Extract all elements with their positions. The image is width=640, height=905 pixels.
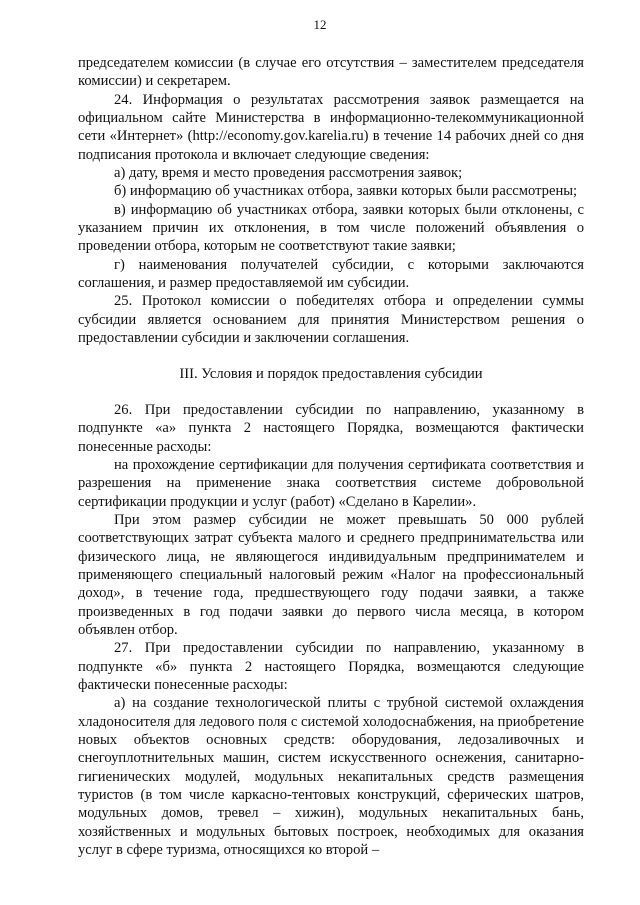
document-body — [78, 54, 584, 859]
list-item-a: а) дату, время и место проведения рассмотрения заявок; — [114, 165, 463, 182]
list-item-g: г) наименования получателей субсидии, с которыми заключаются соглашения, и размер предоставляемой им субсидии. — [78, 256, 584, 292]
paragraph-certification: на прохождение сертификации для получения сертификата соответствия и разрешения на применение знака соответствия системе добровольной сертификации продукции и услуг (работ) «Сделано в Карелии». — [78, 456, 584, 510]
list-item-b: б) информацию об участниках отбора, заявки которых были рассмотрены; — [114, 183, 578, 200]
paragraph-27: 27. При предоставлении субсидии по направлению, указанному в подпункте «б» пункта 2 настоящего Порядка, возмещаются следующие фактически понесенные расходы: — [78, 640, 584, 693]
paragraph-limit: При этом размер субсидии не может превышать 50 000 рублей соответствующих затрат субъекта малого и среднего предпринимательства или физического лица, не являющегося индивидуальным предпринимателем и применяющего специальный налоговый режим «Налог на профессиональный доход», в течение года, предшествующего году подачи заявки, а также произведенных в год подачи заявки до первого числа месяца, в котором объявлен отбор. — [78, 511, 584, 638]
paragraph-25: 25. Протокол комиссии о победителях отбора и определении суммы субсидии является основанием для принятия Министерством решения о предоставлении субсидии и заключении соглашения. — [78, 293, 584, 347]
page-number: 12 — [313, 17, 327, 32]
paragraph-24: 24. Информация о результатах рассмотрения заявок размещается на официальном сайте Министерства в информационно-телекоммуникационной сети «Интернет» (http://economy.gov.karelia.ru) в течение 14 рабочих дней со дня подписания протокола и включает следующие сведения: — [78, 91, 584, 163]
paragraph-26: 26. При предоставлении субсидии по направлению, указанному в подпункте «а» пункта 2 настоящего Порядка, возмещаются фактически понесенные расходы: — [78, 401, 584, 455]
list-item-27a: а) на создание технологической плиты с трубной системой охлаждения хладоносителя для ледового поля с системой холодоснабжения, на приобретение новых объектов основных средств: оборудования, ледозаливочных и снегоуплотнительных машин, систем искусственного оснежения, санитарно-гигиенических модулей, модульных некапитальных средств размещения туристов (в том числе каркасно-тентовых конструкций, сферических шатров, модульных домов, тревел – хижин), модульных некапитальных бань, хозяйственных и модульных бытовых построек, необходимых для оказания услуг в сфере туризма, относящихся ко второй – — [78, 695, 584, 859]
list-item-v: в) информацию об участниках отбора, заявки которых были отклонены, с указанием причин их отклонения, в том числе положений объявления о проведении отбора, которым не соответствуют такие заявки; — [78, 201, 584, 255]
paragraph-continuation: председателем комиссии (в случае его отсутствия – заместителем председателя комиссии) и секретарем. — [78, 55, 584, 90]
section-heading: III. Условия и порядок предоставления субсидии — [179, 365, 483, 382]
